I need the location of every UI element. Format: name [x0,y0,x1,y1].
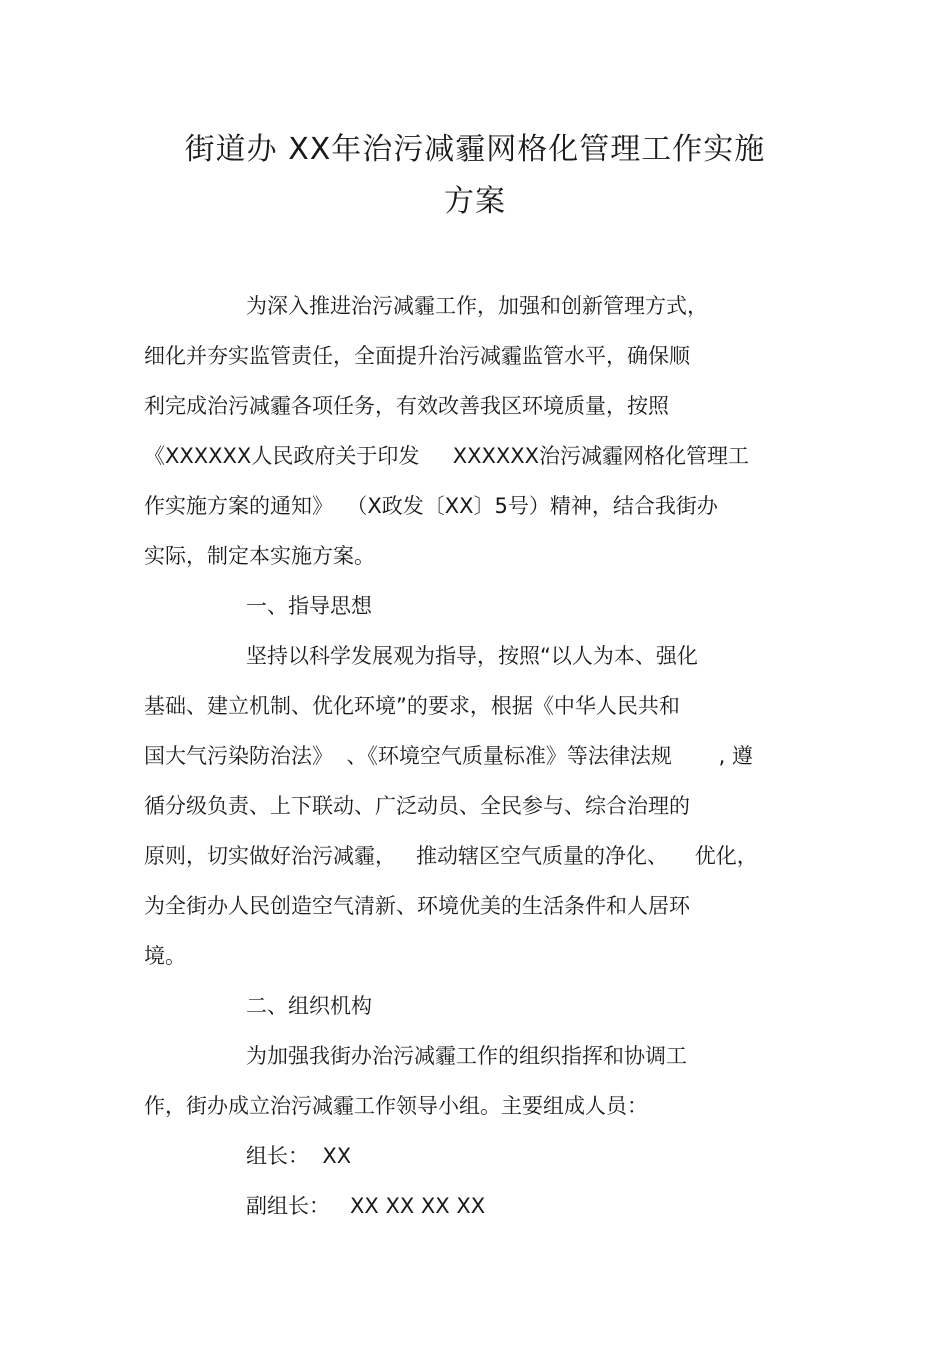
leader-line: 组长： XX [246,1144,352,1168]
paragraph-line: 循分级负责、上下联动、广泛动员、全民参与、综合治理的 [144,794,690,818]
paragraph-line: 坚持以科学发展观为指导，按照“以人为本、强化 [246,644,698,668]
paragraph-line: 《XXXXXX人民政府关于印发 XXXXXX治污减霾网格化管理工 [144,444,750,468]
document-title-line-1: 街道办 XX年治污减霾网格化管理工作实施 [184,132,766,167]
paragraph-line: 细化并夯实监管责任，全面提升治污减霾监管水平，确保顺 [144,344,690,368]
paragraph-line: 为深入推进治污减霾工作，加强和创新管理方式， [246,294,708,318]
paragraph-line: 原则，切实做好治污减霾， 推动辖区空气质量的净化、 优化， [144,844,758,868]
paragraph-line: 为全街办人民创造空气清新、环境优美的生活条件和人居环 [144,894,690,918]
paragraph-line: 国大气污染防治法》 、《环境空气质量标准》等法律法规 , 遵 [144,744,753,768]
deputy-leader-line: 副组长： XX XX XX XX [246,1194,486,1218]
paragraph-line: 为加强我街办治污减霾工作的组织指挥和协调工 [246,1044,687,1068]
paragraph-line: 境。 [144,944,186,968]
paragraph-line: 作实施方案的通知》 （X政发〔XX〕5号）精神，结合我街办 [144,494,718,518]
paragraph-line: 基础、建立机制、优化环境”的要求，根据《中华人民共和 [144,694,680,718]
section-heading: 一、指导思想 [246,594,372,618]
paragraph-line: 利完成治污减霾各项任务，有效改善我区环境质量，按照 [144,394,669,418]
document-title-line-2: 方案 [444,184,506,219]
section-heading: 二、组织机构 [246,994,372,1018]
paragraph-line: 作，街办成立治污减霾工作领导小组。主要组成人员： [144,1094,648,1118]
paragraph-line: 实际，制定本实施方案。 [144,544,375,568]
